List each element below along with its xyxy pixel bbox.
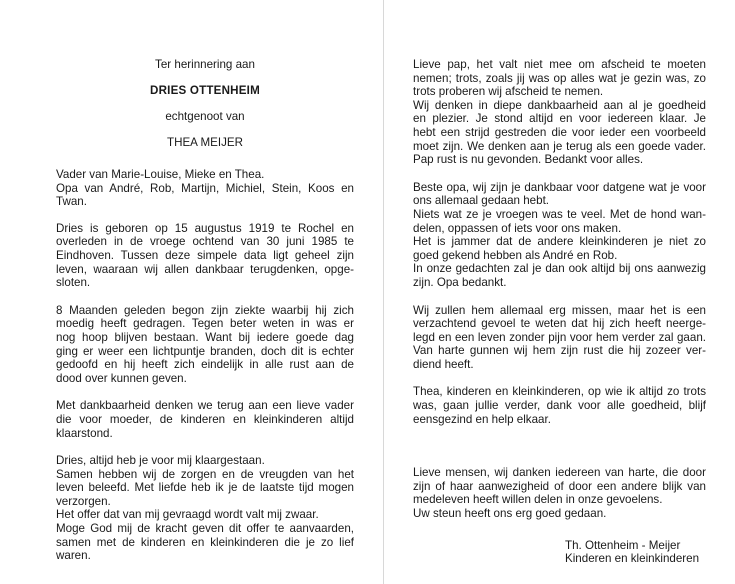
text-line: samen met de kinderen en kleinkinderen die je zo lief	[56, 535, 354, 549]
text-line: In onze gedachten zal je dan ook altijd bij ons aanwezig	[413, 262, 706, 276]
paragraph	[56, 454, 354, 563]
text-line: die voor moeder, de kinderen en kleinkinderen altijd	[56, 412, 354, 426]
text-line: Pap rust is nu gevonden. Bedankt voor alles.	[413, 153, 644, 167]
text-line: 8 Maanden geleden begon zijn ziekte waarbij hij zich	[56, 303, 354, 317]
text-line: Opa van André, Rob, Martijn, Michiel, Stein, Koos en	[56, 181, 354, 195]
spouse-name: THEA MEIJER	[166, 136, 244, 149]
text-line: zijn of haar aanwezigheid of door een andere blijk van	[413, 479, 706, 493]
text-line: Thea, kinderen en kleinkinderen, op wie ik altijd zo trots	[413, 385, 706, 399]
text-line: verzorgen.	[56, 494, 111, 508]
text-line: Van harte gunnen wij hem zijn rust die hij zozeer ver-	[413, 344, 706, 358]
text-line: nog hoop blijven bestaan. Want bij iedere goede dag	[56, 330, 354, 344]
text-line: Het is jammer dat de andere kleinkinderen je niet zo	[413, 235, 706, 249]
text-line: Met dankbaarheid denken we terug aan een lieve vader	[56, 399, 354, 413]
paragraph	[56, 399, 354, 440]
text-line: moedig heeft gedragen. Tegen beter weten in was er	[56, 317, 354, 331]
heading-intro: Ter herinnering aan	[155, 58, 255, 71]
text-line: Lieve mensen, wij danken iedereen van harte, die door	[413, 466, 706, 480]
paragraph	[56, 222, 354, 290]
text-line: Vader van Marie-Louise, Mieke en Thea.	[56, 168, 265, 181]
text-line: waren.	[56, 549, 91, 563]
paragraph	[56, 168, 354, 209]
signature-line: Kinderen en kleinkinderen	[565, 552, 700, 566]
text-line: verzachtend gevoel te weten dat hij zich heeft neerge-	[413, 317, 706, 331]
text-line: Eindhoven. Tussen deze simpele data ligt geheel zijn	[56, 248, 354, 262]
text-line: Het offer dat van mij gevraagd wordt valt mij zwaar.	[56, 508, 319, 522]
text-line: Wij zullen hem allemaal erg missen, maar het is een	[413, 303, 706, 317]
text-line: legd en een leven zonder pijn voor hem verder zal gaan.	[413, 330, 706, 344]
heading-block	[56, 58, 354, 150]
right-paragraphs	[413, 58, 706, 521]
text-line: klaarstond.	[56, 426, 113, 440]
text-line: en plezier. Je stond altijd en voor iedereen klaar. Je	[413, 112, 706, 126]
paragraph	[413, 181, 706, 290]
text-line: Lieve pap, het valt niet mee om afscheid te moeten	[413, 58, 706, 71]
text-line: eensgezind en help elkaar.	[413, 412, 551, 426]
text-line: leven beleefd. Met liefde heb ik je de laatste tijd mogen	[56, 481, 354, 495]
text-line: goed gekend hebben als André en Rob.	[413, 248, 618, 262]
text-line: Twan.	[56, 195, 87, 209]
text-line: Dries is geboren op 15 augustus 1919 te Rochel en	[56, 221, 354, 235]
paragraph	[56, 304, 354, 386]
text-line: nemen; trots, zoals jij was op alles wat je gezin was, zo	[413, 71, 706, 85]
left-paragraphs	[56, 168, 354, 563]
text-line: delen, oppassen of iets voor ons maken.	[413, 221, 622, 235]
right-column	[413, 58, 706, 566]
text-line: diend heeft.	[413, 357, 474, 371]
page-fold-divider	[383, 0, 384, 584]
text-line: was, gaan jullie verder, dank voor alle goedheid, blijf	[413, 399, 706, 413]
text-line: Niets wat ze je vroegen was te veel. Met de hond wan-	[413, 207, 706, 221]
paragraph	[413, 58, 706, 167]
text-line: ging er weer een lichtpuntje branden, doch dit is echter	[56, 344, 354, 358]
spouse-intro: echtgenoot van	[165, 110, 245, 123]
text-line: ons allemaal gedaan hebt.	[413, 194, 550, 208]
text-line: hebt een strijd gestreden die voor ieder een voorbeeld	[413, 125, 706, 139]
deceased-name: DRIES OTTENHEIM	[150, 84, 260, 97]
text-line: leven, waaraan wij allen dankbaar terugdenken, opge-	[56, 262, 354, 276]
signature-block	[413, 539, 706, 566]
text-line: sloten.	[56, 276, 91, 290]
paragraph	[413, 385, 706, 426]
text-line: Wij denken in diepe dankbaarheid aan al je goedheid	[413, 98, 706, 112]
text-line: Moge God mij de kracht geven dit offer te aanvaarden,	[56, 522, 354, 536]
text-line: moet zijn. We denken aan je terug als een goede vader.	[413, 139, 706, 153]
signature-line: Th. Ottenheim - Meijer	[565, 538, 681, 552]
paragraph	[413, 466, 706, 520]
text-line: Uw steun heeft ons erg goed gedaan.	[413, 507, 607, 521]
text-line: Dries, altijd heb je voor mij klaargestaan.	[56, 454, 265, 468]
text-line: zijn. Opa bedankt.	[413, 275, 507, 289]
text-line: trots proberen wij afscheid te nemen.	[413, 85, 604, 99]
text-line: overleden in de vroege ochtend van 30 juni 1985 te	[56, 235, 354, 249]
left-column	[56, 58, 354, 563]
text-line: gedoofd en hij heeft zich eindelijk in alle rust aan de	[56, 358, 354, 372]
paragraph	[413, 304, 706, 372]
text-line: Samen hebben wij de zorgen en de vreugden van het	[56, 467, 354, 481]
text-line: dood over kunnen geven.	[56, 371, 187, 385]
text-line: Beste opa, wij zijn je dankbaar voor datgene wat je voor	[413, 180, 706, 194]
text-line: medeleven heeft willen delen in onze gevoelens.	[413, 493, 663, 507]
